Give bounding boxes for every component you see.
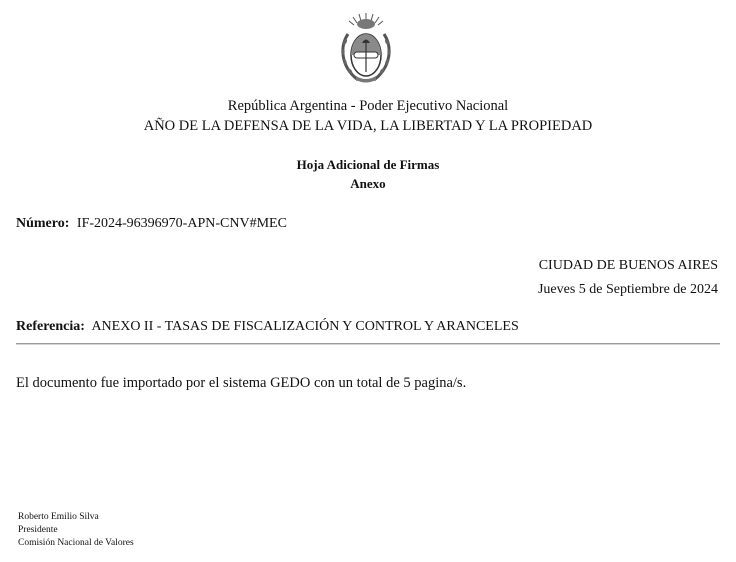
header-republic-line: República Argentina - Poder Ejecutivo Nacional: [227, 98, 509, 114]
document-subtitle: Anexo: [350, 176, 386, 191]
document-title: Hoja Adicional de Firmas: [296, 157, 440, 172]
document-number-row: [16, 215, 287, 233]
document-date: Jueves 5 de Septiembre de 2024: [537, 282, 718, 297]
document-reference-label: Referencia:: [16, 319, 85, 334]
signer-role: Presidente: [18, 525, 58, 535]
header-year-motto: AÑO DE LA DEFENSA DE LA VIDA, LA LIBERTAD Y LA PROPIEDAD: [143, 118, 593, 134]
reference-divider: [16, 343, 720, 345]
coat-of-arms-icon: [338, 12, 394, 86]
document-number-label: Número:: [16, 216, 70, 231]
document-body-text: El documento fue importado por el sistema GEDO con un total de 5 pagina/s.: [16, 375, 467, 391]
signer-name: Roberto Emilio Silva: [18, 512, 99, 522]
document-city: CIUDAD DE BUENOS AIRES: [538, 258, 718, 273]
document-reference-value: ANEXO II - TASAS DE FISCALIZACIÓN Y CONTROL Y ARANCELES: [91, 319, 519, 334]
document-reference-row: [16, 318, 519, 336]
document-number-value: IF-2024-96396970-APN-CNV#MEC: [76, 216, 287, 231]
signer-organization: Comisión Nacional de Valores: [18, 538, 134, 548]
